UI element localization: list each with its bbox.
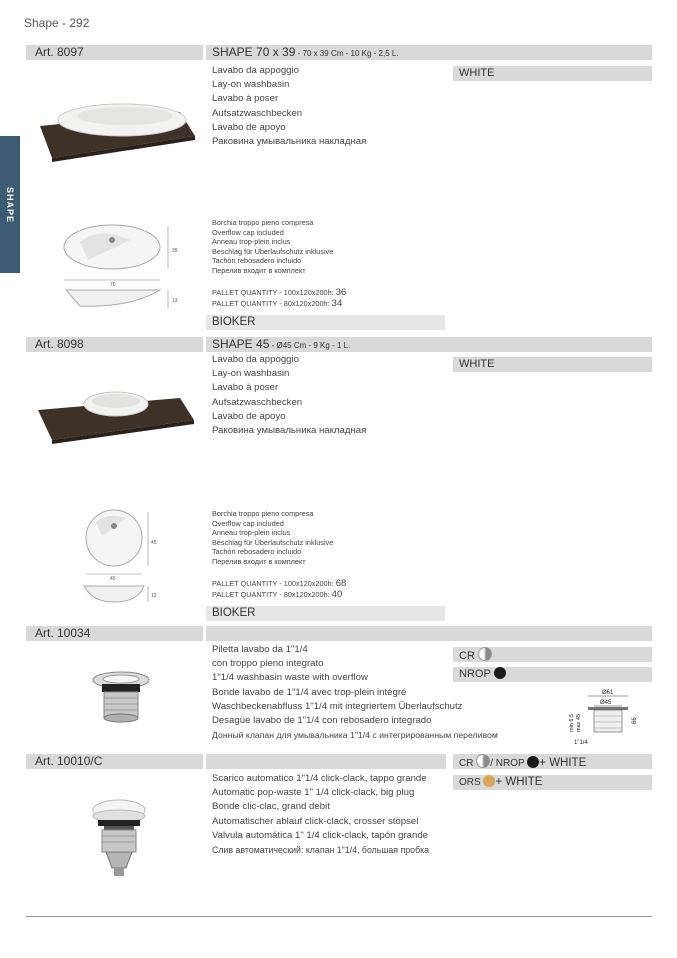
- overflow-fr: Anneau trop-plein inclus: [212, 528, 291, 538]
- dim-height: 12: [151, 593, 157, 599]
- desc-de: Automatischer ablauf click-clack, crosser stöpsel: [212, 815, 419, 827]
- art-number: Art. 10034: [35, 626, 91, 640]
- side-tab-label: SHAPE: [5, 186, 15, 223]
- desc-fr: Bonde lavabo de 1"1/4 avec trop-plein intégré: [212, 686, 407, 698]
- desc-es: Valvula automática 1" 1/4 click-clack, tapón grande: [212, 829, 429, 841]
- dim-width: 70: [110, 282, 116, 288]
- desc-fr: Lavabo à poser: [212, 93, 279, 105]
- color-white-bar: WHITE: [453, 66, 652, 81]
- overflow-it: Borchia troppo pieno compresa: [212, 218, 314, 227]
- washbasin-70-drawing: [60, 220, 190, 312]
- shape-45-title-bar: [206, 337, 652, 352]
- desc-it: Lavabo da appoggio: [212, 65, 299, 76]
- cr-swatch-icon: [478, 647, 492, 661]
- washbasin-45-photo: [30, 380, 200, 450]
- footer-divider: [26, 916, 652, 917]
- popup-title-bar: [206, 754, 446, 769]
- product1-pallet: [212, 287, 346, 309]
- shape-specs: - 70 x 39 Cm - 10 Kg - 2,5 L.: [295, 49, 399, 58]
- product1-descriptions: [212, 64, 366, 149]
- washbasin-70-photo: [30, 90, 200, 170]
- dim-width: 45: [110, 576, 116, 582]
- finish-ors-bar: [453, 775, 652, 790]
- desc-de: Aufsatzwaschbecken: [212, 396, 303, 408]
- material-bioker: BIOKER: [206, 315, 445, 330]
- overflow-ru: Перелив входит в комплект: [212, 556, 306, 566]
- art-number: Art. 8098: [35, 337, 84, 351]
- overflow-de: Beschlag für Überlaufschutz inklusive: [212, 246, 334, 256]
- dim-min: min 6.5: [569, 713, 575, 732]
- desc-es: Lavabo de apoyo: [212, 410, 286, 422]
- art-8097-bar: [26, 45, 203, 60]
- shape-title: SHAPE 70 x 39: [212, 45, 296, 59]
- pallet-qty: 34: [331, 298, 343, 309]
- overflow-en: Overflow cap included: [212, 518, 284, 528]
- overflow-ru: Перелив входит в комплект: [212, 265, 306, 275]
- desc-de: Waschbeckenabfluss 1"1/4 mit integriertem Überlaufschutz: [212, 700, 463, 712]
- dim-depth: 39: [172, 248, 178, 254]
- art-10034-bar: [26, 626, 203, 641]
- desc-it: Lavabo da appoggio: [212, 354, 299, 365]
- overflow-it: Borchia troppo pieno compresa: [212, 509, 314, 518]
- art-10010c-bar: [26, 754, 203, 769]
- overflow-es: Tachón rebosadero incluido: [212, 256, 302, 266]
- pallet-qty: 68: [335, 578, 347, 589]
- waste-title-bar: [206, 626, 652, 641]
- finish-label: ORS: [459, 777, 481, 788]
- desc-en: Automatic pop-waste 1" 1/4 click-clack, big plug: [212, 787, 415, 799]
- dim-height: 66: [632, 717, 638, 724]
- nrop-swatch-icon: [527, 756, 539, 768]
- overflow-de: Beschlag für Überlaufschutz inklusive: [212, 537, 334, 547]
- ors-swatch-icon: [483, 775, 495, 787]
- desc-fr: Bonde clic-clac, grand debit: [212, 801, 330, 813]
- finish-cr-nrop-bar: [453, 754, 652, 769]
- desc-it-2: con troppo pieno integrato: [212, 658, 324, 670]
- color-white-bar: WHITE: [453, 357, 652, 372]
- finish-label: NROP: [459, 668, 491, 680]
- popup-waste-photo: [84, 796, 154, 882]
- desc-it: Scarico automatico 1"1/4 click-clack, tappo grande: [212, 773, 427, 784]
- pallet-label: PALLET QUANTITY - 80x120x200h:: [212, 590, 330, 599]
- art-number: Art. 10010/C: [35, 754, 103, 768]
- popup-descriptions: [212, 772, 429, 857]
- desc-es: Lavabo de apoyo: [212, 121, 286, 133]
- overflow-en: Overflow cap included: [212, 227, 284, 237]
- finish-label: / NROP: [490, 758, 525, 769]
- dim-inner: Ø45: [600, 700, 612, 706]
- product2-descriptions: [212, 353, 366, 438]
- waste-valve-photo: [86, 666, 156, 728]
- waste-technical-drawing: [564, 688, 642, 748]
- finish-label: CR: [459, 758, 474, 769]
- desc-es: Desagüe lavabo de 1"1/4 con rebosadero integrado: [212, 715, 432, 727]
- cr-swatch-icon: [476, 754, 490, 768]
- dim-thread: 1"1/4: [574, 740, 588, 746]
- finish-white-label: + WHITE: [495, 776, 543, 788]
- overflow-fr: Anneau trop-plein inclus: [212, 237, 291, 247]
- product2-pallet: [212, 578, 346, 600]
- shape-70-title-bar: [206, 45, 652, 60]
- page-header: Shape - 292: [24, 16, 90, 30]
- dim-top: Ø61: [602, 690, 614, 696]
- pallet-qty: 40: [331, 589, 343, 600]
- washbasin-45-drawing: [78, 508, 168, 608]
- finish-nrop-bar: [453, 667, 652, 682]
- desc-en: Lay-on washbasin: [212, 79, 290, 91]
- overflow-es: Tachón rebosadero incluido: [212, 547, 302, 557]
- finish-white-label: + WHITE: [539, 757, 587, 769]
- finish-label: CR: [459, 650, 475, 662]
- shape-specs: - Ø45 Cm - 9 Kg - 1 L.: [269, 341, 351, 350]
- desc-ru: Раковина умывальника накладная: [212, 425, 367, 437]
- pallet-label: PALLET QUANTITY - 80x120x200h:: [212, 299, 330, 308]
- art-8098-bar: [26, 337, 203, 352]
- material-bioker: BIOKER: [206, 606, 445, 621]
- art-number: Art. 8097: [35, 45, 84, 59]
- dim-height: 13: [172, 298, 178, 304]
- desc-ru: Слив автоматический: клапан 1"1/4, большая пробка: [212, 845, 430, 856]
- desc-ru: Донный клапан для умывальника 1"1/4 с интегрированным переливом: [212, 730, 498, 741]
- pallet-qty: 36: [335, 287, 347, 298]
- dim-max: max 45: [576, 713, 582, 732]
- finish-cr-bar: [453, 647, 652, 662]
- desc-en: 1"1/4 washbasin waste with overflow: [212, 672, 368, 684]
- pallet-label: PALLET QUANTITY - 100x120x200h:: [212, 288, 334, 297]
- product2-overflow-notes: [212, 509, 333, 567]
- desc-en: Lay-on washbasin: [212, 368, 290, 380]
- desc-it: Piletta lavabo da 1"1/4: [212, 644, 308, 655]
- shape-title: SHAPE 45: [212, 337, 270, 351]
- pallet-label: PALLET QUANTITY - 100x120x200h:: [212, 579, 334, 588]
- desc-de: Aufsatzwaschbecken: [212, 107, 303, 119]
- dim-depth: 45: [151, 540, 157, 546]
- desc-ru: Раковина умывальника накладная: [212, 136, 367, 148]
- side-tab: [0, 136, 20, 273]
- nrop-swatch-icon: [494, 667, 506, 679]
- desc-fr: Lavabo à poser: [212, 382, 279, 394]
- product1-overflow-notes: [212, 218, 333, 276]
